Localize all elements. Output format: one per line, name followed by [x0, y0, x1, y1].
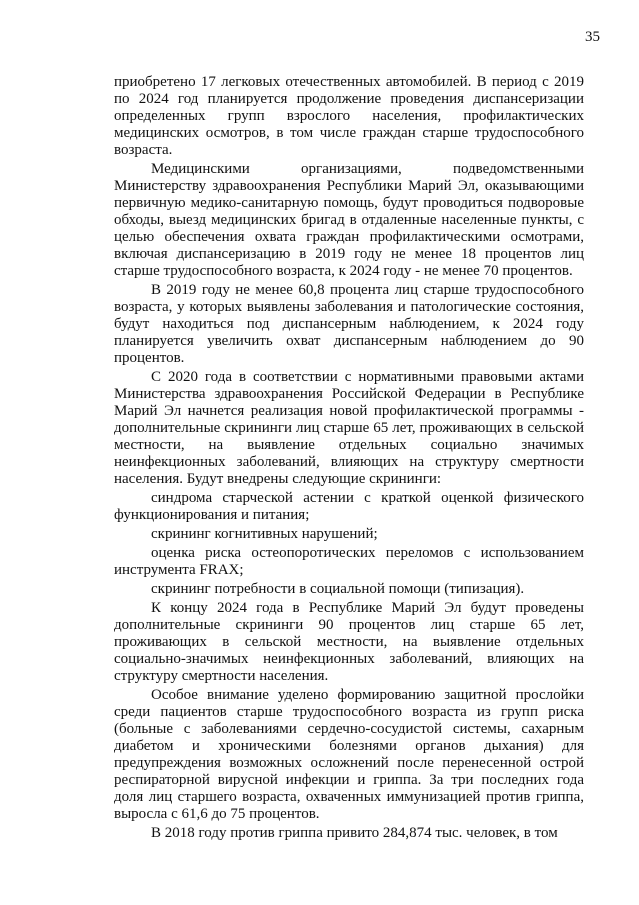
list-item: оценка риска остеопоротических переломов с использованием инструмента FRAX; [114, 545, 584, 578]
paragraph: К концу 2024 года в Республике Марий Эл будут проведены дополнительные скрининги 90 процентов лиц старше 65 лет, проживающих в сельской местности, на выявление отдельных социально-значимых неинфекционных заболеваний, влияющих на структуру смертности населения. [114, 600, 584, 684]
paragraph: С 2020 года в соответствии с нормативными правовыми актами Министерства здравоохранения Российской Федерации в Республике Марий Эл начнется реализация новой профилактической программы - дополнительные скрининги лиц старше 65 лет, проживающих в сельской местности, на выявление отдельных социально значимых неинфекционных заболеваний, влияющих на структуру смертности населения. Будут внедрены следующие скрининги: [114, 369, 584, 487]
paragraph: Медицинскими организациями, подведомственными Министерству здравоохранения Республики Марий Эл, оказывающими первичную медико-санитарную помощь, будут проводиться подворовые обходы, выезд медицинских бригад в отдаленные населенные пункты, с целью обеспечения охвата граждан профилактическими осмотрами, включая диспансеризацию в 2019 году не менее 18 процентов лиц старше трудоспособного возраста, к 2024 году - не менее 70 процентов. [114, 161, 584, 279]
page-number: 35 [585, 29, 600, 45]
paragraph: В 2019 году не менее 60,8 процента лиц старше трудоспособного возраста, у которых выявлены заболевания и патологические состояния, будут находиться под диспансерным наблюдением, к 2024 году планируется увеличить охват диспансерным наблюдением до 90 процентов. [114, 282, 584, 366]
list-item: скрининг потребности в социальной помощи (типизация). [151, 581, 525, 597]
paragraph: Особое внимание уделено формированию защитной прослойки среди пациентов старше трудоспособного возраста из групп риска (больные с заболеваниями сердечно-сосудистой системы, сахарным диабетом и хроническими болезнями органов дыхания) для предупреждения возможных осложнений после перенесенной острой респираторной вирусной инфекции и гриппа. За три последних года доля лиц старшего возраста, охваченных иммунизацией против гриппа, выросла с 61,6 до 75 процентов. [114, 687, 584, 822]
paragraph: В 2018 году против гриппа привито 284,874 тыс. человек, в том [151, 825, 558, 841]
list-item: синдрома старческой астении с краткой оценкой физического функционирования и питания; [114, 490, 584, 523]
paragraph: приобретено 17 легковых отечественных автомобилей. В период с 2019 по 2024 год планируется продолжение проведения диспансеризации определенных групп взрослого населения, профилактических медицинских осмотров, в том числе граждан старше трудоспособного возраста. [114, 74, 584, 158]
list-item: скрининг когнитивных нарушений; [151, 526, 378, 542]
document-body [114, 74, 584, 844]
